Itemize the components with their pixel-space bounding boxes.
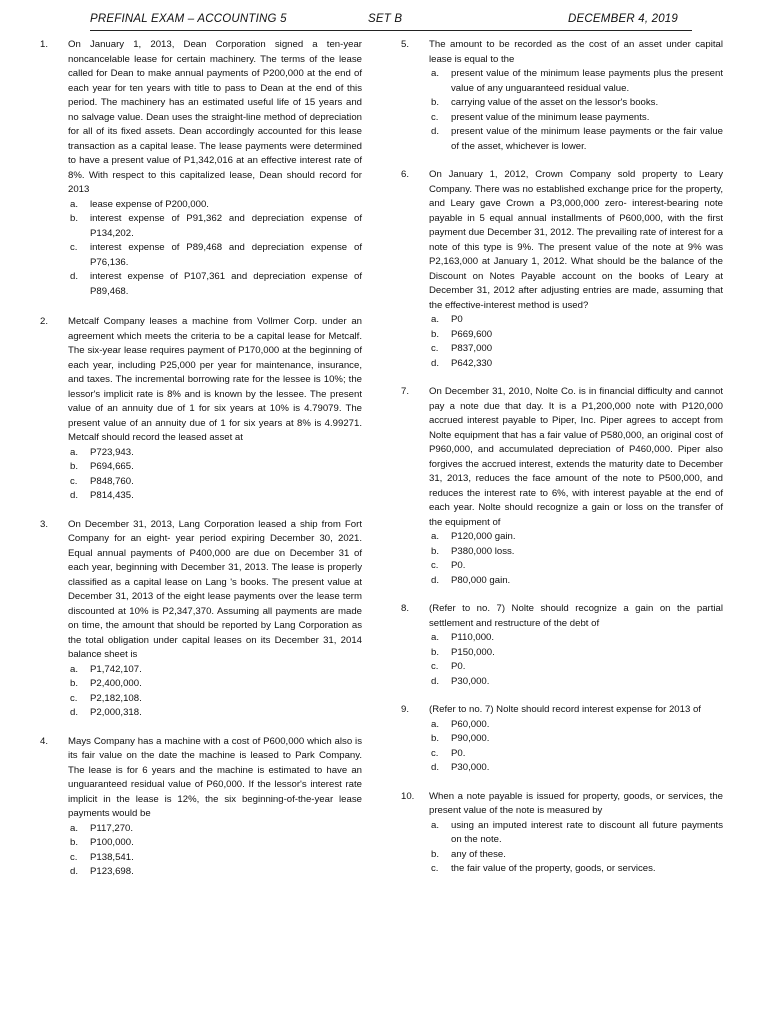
exam-header xyxy=(90,13,690,31)
option-letter: c. xyxy=(70,851,78,863)
answer-options xyxy=(429,530,723,588)
option-letter: b. xyxy=(70,678,79,689)
option-text: P0. xyxy=(451,747,466,759)
answer-options xyxy=(429,718,723,776)
option-text: P814,435. xyxy=(90,490,134,501)
question-stem: On January 1, 2012, Crown Company sold property to Leary Company. There was no established exchange price for the property, and Leary gave Crown a P3,000,000 zero- interest-bearing note payable in 5 equal annual installments of P600,000, with the first payment due December 31, 2012. The prevailing rate of interest for a note of this type is 9%. The present value of the note at 9% was P2,163,000 at January 1, 2012. What should be the balance of the Discount on Notes Payable account on the books of Leary at December 31, 2012 after adjusting entries are made, assuming that the effective-interest method is used? xyxy=(429,169,723,311)
question-stem: On December 31, 2010, Nolte Co. is in financial difficulty and cannot pay a note due that day. It is a P1,200,000 note with P120,000 accrued interest payable to Piper, Inc. Piper agrees to accept from Nolte equipment that has a fair value of P580,000, an original cost of P960,000, and accumulated depreciation of P460,000. Piper also forgives the accrued interest, extends the maturity date to December 31, 2013, reduces the face amount of the note to P500,000, and reduces the interest rate to 6%, with interest payable at the end of each year. Nolte should recognize a gain or loss on the transfer of the equipment of xyxy=(429,386,723,528)
answer-option xyxy=(68,865,362,880)
option-letter: b. xyxy=(431,848,440,860)
answer-option xyxy=(68,822,362,837)
answer-option xyxy=(429,675,723,690)
option-letter: d. xyxy=(70,707,79,718)
answer-option xyxy=(429,125,723,154)
question-5 xyxy=(401,38,723,154)
option-letter: b. xyxy=(431,545,440,557)
option-text: interest expense of P89,468 and depreciation expense of P76,136. xyxy=(90,242,362,268)
answer-option xyxy=(68,446,362,461)
option-letter: a. xyxy=(431,314,440,325)
question-3 xyxy=(40,518,362,721)
answer-option xyxy=(429,357,723,372)
option-text: P669,600 xyxy=(451,328,493,340)
option-letter: d. xyxy=(431,574,440,586)
question-10 xyxy=(401,790,723,877)
answer-option xyxy=(68,198,362,213)
option-letter: a. xyxy=(431,632,440,643)
option-text: P60,000. xyxy=(451,718,490,730)
exam-date: DECEMBER 4, 2019 xyxy=(568,13,678,25)
question-number: 4. xyxy=(40,735,49,747)
question-stem: (Refer to no. 7) Nolte should record interest expense for 2013 of xyxy=(429,704,701,715)
answer-option xyxy=(429,545,723,560)
question-4 xyxy=(40,735,362,880)
option-text: P110,000. xyxy=(451,632,495,643)
answer-option xyxy=(68,212,362,241)
option-letter: c. xyxy=(431,111,439,123)
option-letter: d. xyxy=(70,490,79,501)
left-column xyxy=(40,38,362,894)
option-letter: c. xyxy=(70,242,78,253)
option-letter: d. xyxy=(70,271,79,282)
answer-options xyxy=(429,67,723,154)
question-number: 2. xyxy=(40,316,49,327)
option-text: P0. xyxy=(451,661,466,672)
question-stem: On January 1, 2013, Dean Corporation signed a ten-year noncancelable lease for certain machinery. The terms of the lease called for Dean to make annual payments of P200,000 at the end of each year for ten years with title to pass to Dean at the end of this period. The machinery has an estimated useful life of 15 years and no salvage value. Dean uses the straight-line method of depreciation for all of its fixed assets. Dean accordingly accounted for this lease transaction as a capital lease. The lease payments were determined to have a present value of P1,342,016 at an effective interest rate of 8%. With respect to this capitalized lease, Dean should record for 2013 xyxy=(68,39,362,195)
answer-option xyxy=(68,270,362,299)
question-8 xyxy=(401,602,723,689)
option-text: the fair value of the property, goods, or services. xyxy=(451,863,656,874)
option-letter: c. xyxy=(431,863,439,874)
answer-option xyxy=(429,761,723,776)
answer-option xyxy=(429,111,723,126)
question-stem: When a note payable is issued for property, goods, or services, the present value of the note is measured by xyxy=(429,790,723,816)
option-text: P117,270. xyxy=(90,822,134,834)
option-text: P123,698. xyxy=(90,866,134,877)
answer-option xyxy=(429,718,723,733)
option-letter: c. xyxy=(431,343,439,354)
option-text: lease expense of P200,000. xyxy=(90,198,209,210)
header-rule xyxy=(90,30,692,31)
option-letter: a. xyxy=(431,68,440,79)
option-text: P30,000. xyxy=(451,675,490,687)
answer-option xyxy=(429,862,723,877)
answer-option xyxy=(429,747,723,762)
option-text: P138,541. xyxy=(90,851,134,863)
option-letter: a. xyxy=(70,198,79,210)
question-number: 9. xyxy=(401,704,410,715)
answer-option xyxy=(429,342,723,357)
option-letter: c. xyxy=(431,661,439,672)
answer-option xyxy=(429,530,723,545)
option-text: present value of the minimum lease payments or the fair value of the asset, whichever is lower. xyxy=(451,126,723,152)
exam-set: SET B xyxy=(368,13,403,25)
option-letter: b. xyxy=(70,837,79,848)
answer-option xyxy=(68,836,362,851)
answer-option xyxy=(68,677,362,692)
question-number: 1. xyxy=(40,39,49,50)
answer-option xyxy=(68,460,362,475)
question-number: 6. xyxy=(401,169,410,180)
answer-option xyxy=(68,241,362,270)
option-letter: c. xyxy=(70,692,78,704)
question-number: 7. xyxy=(401,386,410,397)
answer-option xyxy=(68,706,362,721)
question-number: 8. xyxy=(401,603,410,614)
answer-option xyxy=(429,67,723,96)
option-text: P120,000 gain. xyxy=(451,531,516,542)
answer-options xyxy=(68,446,362,504)
question-9 xyxy=(401,703,723,776)
question-number: 5. xyxy=(401,39,410,50)
answer-option xyxy=(68,692,362,707)
option-text: P2,182,108. xyxy=(90,692,142,704)
option-letter: d. xyxy=(431,762,440,773)
option-letter: d. xyxy=(70,866,79,877)
option-letter: a. xyxy=(431,819,440,831)
option-text: P2,400,000. xyxy=(90,678,142,689)
option-text: P100,000. xyxy=(90,837,134,848)
answer-option xyxy=(429,328,723,343)
question-6 xyxy=(401,168,723,371)
option-letter: a. xyxy=(70,663,79,675)
question-2 xyxy=(40,315,362,504)
question-7 xyxy=(401,385,723,588)
question-stem: Metcalf Company leases a machine from Vollmer Corp. under an agreement which meets the criteria to be a capital lease for Metcalf. The six-year lease requires payment of P170,000 at the beginning of each year, including P25,000 per year for maintenance, insurance, and taxes. The incremental borrowing rate for the lessee is 10%; the lessor's implicit rate is 8% and is known by the lessee. The present value of an annuity due of 1 for six years at 10% is 4.79079. The present value of an annuity due of 1 for six years at 8% is 4.99271. Metcalf should record the leased asset at xyxy=(68,316,362,443)
option-letter: b. xyxy=(431,646,440,658)
exam-title: PREFINAL EXAM – ACCOUNTING 5 xyxy=(90,13,287,25)
answer-option xyxy=(429,313,723,328)
answer-options xyxy=(68,822,362,880)
question-stem: On December 31, 2013, Lang Corporation leased a ship from Fort Company for an eight- year period expiring December 30, 2021. Equal annual payments of P400,000 are due on December 31 of each year, beginning with December 31, 2013. The lease is properly classified as a capital lease on Lang 's books. The present value at December 31, 2013 of the eight lease payments over the lease term discounted at 10% is P2,347,370. Assuming all payments are made on time, the amount that should be reported by Lang Corporation as the total obligation under capital leases on its December 31, 2014 balance sheet is xyxy=(68,518,362,660)
option-letter: c. xyxy=(431,560,439,571)
answer-option xyxy=(429,732,723,747)
question-stem: (Refer to no. 7) Nolte should recognize a gain on the partial settlement and restructure of the debt of xyxy=(429,603,723,629)
option-letter: a. xyxy=(70,446,79,458)
option-text: P694,665. xyxy=(90,461,134,472)
answer-options xyxy=(68,198,362,300)
option-letter: d. xyxy=(431,675,440,687)
option-text: P80,000 gain. xyxy=(451,574,511,586)
question-number: 10. xyxy=(401,790,415,802)
answer-options xyxy=(68,663,362,721)
option-text: P723,943. xyxy=(90,446,134,458)
option-letter: b. xyxy=(431,733,440,744)
option-letter: b. xyxy=(431,328,440,340)
right-column xyxy=(401,38,723,891)
answer-option xyxy=(429,96,723,111)
answer-options xyxy=(429,313,723,371)
answer-option xyxy=(429,819,723,848)
question-1 xyxy=(40,38,362,299)
option-text: P2,000,318. xyxy=(90,707,142,718)
answer-option xyxy=(429,848,723,863)
option-letter: d. xyxy=(431,357,440,369)
answer-option xyxy=(429,574,723,589)
answer-options xyxy=(429,819,723,877)
option-letter: b. xyxy=(70,213,79,224)
option-text: any of these. xyxy=(451,848,506,860)
option-text: interest expense of P91,362 and depreciation expense of P134,202. xyxy=(90,213,362,239)
option-text: P380,000 loss. xyxy=(451,545,515,557)
option-letter: b. xyxy=(431,97,440,108)
option-text: interest expense of P107,361 and depreciation expense of P89,468. xyxy=(90,271,362,297)
option-text: P150,000. xyxy=(451,646,495,658)
question-stem: The amount to be recorded as the cost of an asset under capital lease is equal to the xyxy=(429,39,723,65)
answer-option xyxy=(68,475,362,490)
option-letter: a. xyxy=(70,822,79,834)
answer-option xyxy=(429,660,723,675)
option-letter: a. xyxy=(431,718,440,730)
option-text: present value of the minimum lease payments. xyxy=(451,111,650,123)
option-text: P0. xyxy=(451,560,466,571)
option-text: using an imputed interest rate to discount all future payments on the note. xyxy=(451,819,723,845)
answer-option xyxy=(68,489,362,504)
option-text: P837,000 xyxy=(451,343,493,354)
answer-option xyxy=(68,663,362,678)
option-text: carrying value of the asset on the lessor's books. xyxy=(451,97,659,108)
answer-option xyxy=(429,646,723,661)
option-text: present value of the minimum lease payments plus the present value of any unguaranteed residual value. xyxy=(451,68,723,94)
option-text: P848,760. xyxy=(90,475,134,487)
option-text: P1,742,107. xyxy=(90,663,142,675)
option-letter: a. xyxy=(431,531,440,542)
option-letter: d. xyxy=(431,126,440,137)
option-text: P90,000. xyxy=(451,733,490,744)
option-letter: c. xyxy=(431,747,439,759)
option-letter: c. xyxy=(70,475,78,487)
option-text: P642,330 xyxy=(451,357,493,369)
question-stem: Mays Company has a machine with a cost of P600,000 which also is its fair value on the date the machine is leased to Park Company. The lease is for 6 years and the machine is estimated to have an unguaranteed residual value of P60,000. If the lessor's interest rate implicit in the lease is 12%, the six beginning-of-the-year lease payments would be xyxy=(68,735,362,819)
answer-option xyxy=(68,851,362,866)
option-text: P0 xyxy=(451,314,463,325)
answer-options xyxy=(429,631,723,689)
option-text: P30,000. xyxy=(451,762,490,773)
answer-option xyxy=(429,559,723,574)
option-letter: b. xyxy=(70,461,79,472)
question-number: 3. xyxy=(40,518,49,530)
answer-option xyxy=(429,631,723,646)
